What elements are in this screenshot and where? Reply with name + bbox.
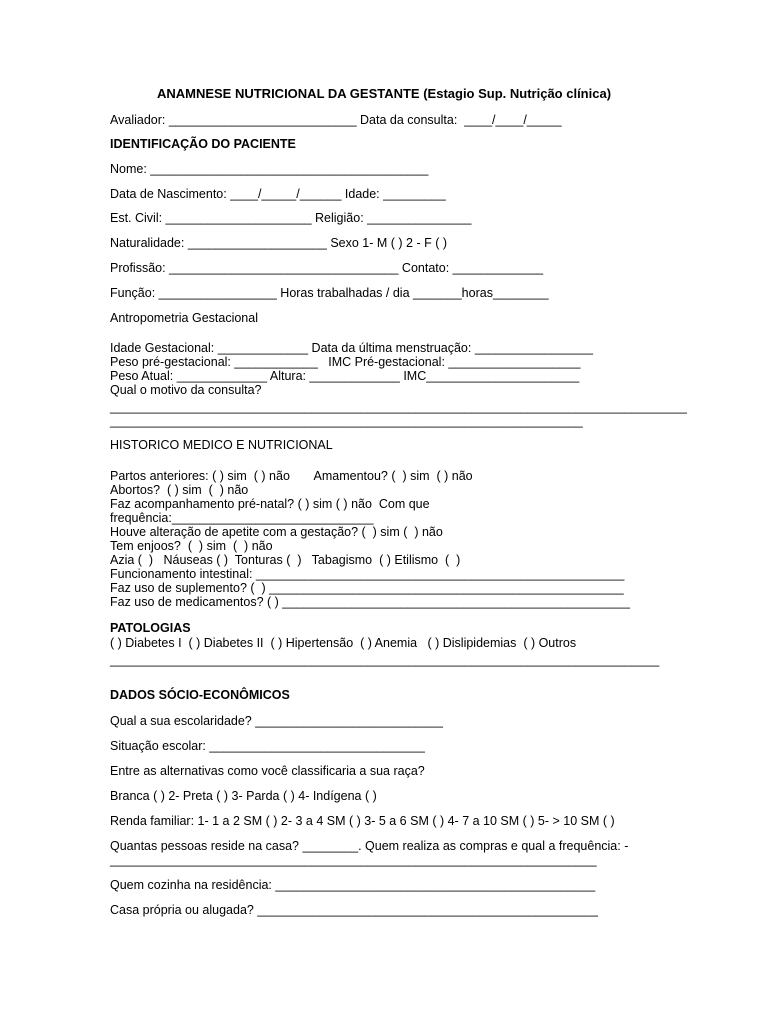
field-naturalidade: Naturalidade: ____________________ Sexo 1- M ( ) 2 - F ( ) xyxy=(110,236,448,250)
field-idade-gestacional: Idade Gestacional: _____________ Data da última menstruação: _________________ xyxy=(110,341,594,355)
field-cozinha: Quem cozinha na residência: ______________________________________________ xyxy=(110,878,596,892)
field-frequencia: frequência:_____________________________ xyxy=(110,511,374,525)
field-escolaridade: Qual a sua escolaridade? ___________________________ xyxy=(110,714,443,728)
blank-line: ___________________________________________________________________________________ xyxy=(110,400,688,414)
field-profissao: Profissão: _________________________________ Contato: _____________ xyxy=(110,261,544,275)
field-intestinal: Funcionamento intestinal: _____________________________________________________ xyxy=(110,567,625,581)
section-heading-socio: DADOS SÓCIO-ECONÔMICOS xyxy=(110,688,290,702)
blank-line: _______________________________________________________________________________ xyxy=(110,653,660,667)
field-pre-natal: Faz acompanhamento pré-natal? ( ) sim ( ) não Com que xyxy=(110,497,430,511)
field-casa: Casa própria ou alugada? _________________________________________________ xyxy=(110,903,598,917)
section-heading-antropometria: Antropometria Gestacional xyxy=(110,311,258,325)
section-heading-historico: HISTORICO MEDICO E NUTRICIONAL xyxy=(110,438,333,452)
section-heading-identificacao: IDENTIFICAÇÃO DO PACIENTE xyxy=(110,137,296,151)
field-partos: Partos anteriores: ( ) sim ( ) não Amamentou? ( ) sim ( ) não xyxy=(110,469,473,483)
field-peso-pre: Peso pré-gestacional: ____________ IMC Pré-gestacional: ___________________ xyxy=(110,355,581,369)
field-abortos: Abortos? ( ) sim ( ) não xyxy=(110,483,249,497)
field-suplemento: Faz uso de suplemento? ( ) ___________________________________________________ xyxy=(110,581,624,595)
field-sintomas: Azia ( ) Náuseas ( ) Tonturas ( ) Tabagismo ( ) Etilismo ( ) xyxy=(110,553,461,567)
field-estado-civil: Est. Civil: _____________________ Religião: _______________ xyxy=(110,211,472,225)
field-motivo: Qual o motivo da consulta? xyxy=(110,383,262,397)
section-heading-patologias: PATOLOGIAS xyxy=(110,621,191,635)
evaluator-line: Avaliador: ___________________________ Data da consulta: ____/____/_____ xyxy=(110,113,562,127)
field-renda: Renda familiar: 1- 1 a 2 SM ( ) 2- 3 a 4 SM ( ) 3- 5 a 6 SM ( ) 4- 7 a 10 SM ( ) 5- > 10 SM ( ) xyxy=(110,814,615,828)
field-patologias-options: ( ) Diabetes I ( ) Diabetes II ( ) Hipertensão ( ) Anemia ( ) Dislipidemias ( ) Outros xyxy=(110,636,577,650)
blank-line: ______________________________________________________________________ xyxy=(110,853,597,867)
field-funcao: Função: _________________ Horas trabalhadas / dia _______horas________ xyxy=(110,286,549,300)
blank-line: ____________________________________________________________________ xyxy=(110,414,583,428)
field-pessoas-casa: Quantas pessoas reside na casa? ________. Quem realiza as compras e qual a frequência: - xyxy=(110,839,629,853)
field-peso-atual: Peso Atual: _____________ Altura: _____________ IMC______________________ xyxy=(110,369,580,383)
field-raca-question: Entre as alternativas como você classificaria a sua raça? xyxy=(110,764,425,778)
field-medicamentos: Faz uso de medicamentos? ( ) __________________________________________________ xyxy=(110,595,630,609)
field-situacao-escolar: Situação escolar: _______________________________ xyxy=(110,739,425,753)
field-apetite: Houve alteração de apetite com a gestação? ( ) sim ( ) não xyxy=(110,525,443,539)
page-title: ANAMNESE NUTRICIONAL DA GESTANTE (Estagio Sup. Nutrição clínica) xyxy=(156,86,612,101)
field-nascimento: Data de Nascimento: ____/_____/______ Idade: _________ xyxy=(110,187,446,201)
field-enjoos: Tem enjoos? ( ) sim ( ) não xyxy=(110,539,273,553)
field-nome: Nome: ________________________________________ xyxy=(110,162,429,176)
field-raca-options: Branca ( ) 2- Preta ( ) 3- Parda ( ) 4- Indígena ( ) xyxy=(110,789,377,803)
